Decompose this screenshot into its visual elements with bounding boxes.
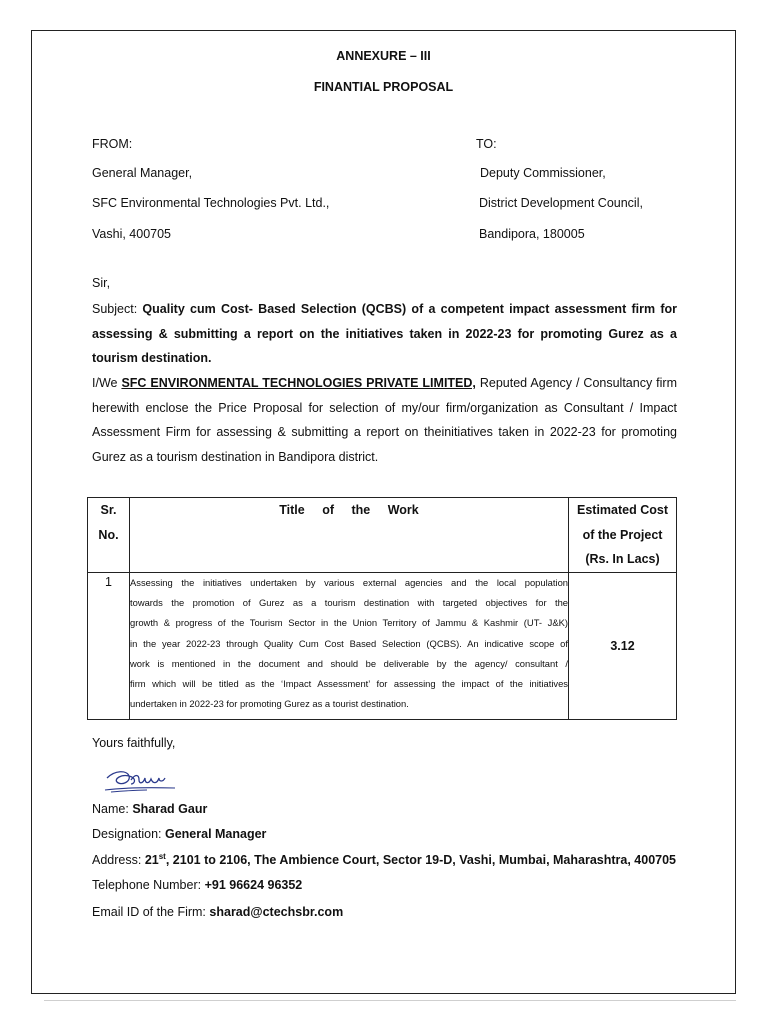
from-line-3: Vashi, 400705 [92, 227, 171, 241]
page-bottom-rule [44, 1000, 736, 1001]
signatory-designation: General Manager [164, 827, 267, 841]
table-header-row [88, 498, 677, 573]
row-cost: 3.12 [569, 573, 677, 720]
company-name: SFC ENVIRONMENTAL TECHNOLOGIES PRIVATE LIMITED, [121, 376, 476, 390]
body-paragraph [92, 371, 677, 469]
designation-line [92, 827, 266, 841]
subject-paragraph [92, 297, 677, 371]
address-label: Address: [92, 853, 142, 867]
subject-text: Quality cum Cost- Based Selection (QCBS) of a competent impact assessment firm for assessing & submitting a report on the initiatives taken in 2022-23 for promoting Gurez as a tourism destination. [92, 302, 677, 365]
signatory-name: Sharad Gaur [132, 802, 208, 816]
email-label: Email ID of the Firm: [92, 905, 206, 919]
designation-label: Designation: [92, 827, 162, 841]
to-line-3: Bandipora, 180005 [479, 227, 585, 241]
annexure-heading: ANNEXURE – III [336, 49, 431, 63]
proposal-table [87, 497, 677, 720]
document-title: FINANTIAL PROPOSAL [313, 80, 454, 94]
address-number: 21 [144, 853, 159, 867]
body-text: Reputed Agency / Consultancy firm herewith enclose the Price Proposal for selection of my/our firm/organization as Consultant / Impact Assessment Firm for assessing & submitting a report on theinitiatives taken in 2022-23 for promoting Gurez as a tourism destination in Bandipora district. [92, 376, 677, 464]
from-line-2: SFC Environmental Technologies Pvt. Ltd., [92, 196, 330, 210]
to-label: TO: [476, 137, 497, 151]
signature-image [101, 760, 181, 800]
from-line-1: General Manager, [92, 166, 193, 180]
title-header: Title of the Work [130, 498, 569, 573]
address-text: , 2101 to 2106, The Ambience Court, Sector 19-D, Vashi, Mumbai, Maharashtra, 400705 [165, 853, 677, 867]
phone-line [92, 878, 302, 892]
name-line [92, 802, 207, 816]
name-label: Name: [92, 802, 129, 816]
phone-number: +91 96624 96352 [204, 878, 303, 892]
from-label: FROM: [92, 137, 133, 151]
table-row [88, 573, 677, 720]
address-line [92, 853, 676, 867]
salutation: Sir, [92, 276, 111, 290]
cost-header: Estimated Cost of the Project (Rs. In Lacs) [569, 498, 677, 573]
body-prefix: I/We [92, 376, 118, 390]
address-suffix: st [158, 851, 166, 861]
sr-no-header: Sr. No. [88, 498, 130, 573]
closing: Yours faithfully, [92, 736, 176, 750]
email-address: sharad@ctechsbr.com [209, 905, 344, 919]
row-description: Assessing the initiatives undertaken by various external agencies and the local population towards the promotion of Gurez as a tourism destination with targeted objectives for the growth & progress of the Tourism Sector in the Union Territory of Jammu & Kashmir (UT- J&K) in the year 2022-23 through Quality Cum Cost Based Selection (QCBS). An indicative scope of work is mentioned in the document and should be deliverable by the agency/ consultant / firm which will be titled as the ‘Impact Assessment’ for assessing the impact of the initiatives undertaken in 2022-23 for promoting Gurez as a tourist destination. [130, 573, 569, 720]
to-line-2: District Development Council, [479, 196, 643, 210]
row-sr: 1 [88, 573, 130, 720]
to-line-1: Deputy Commissioner, [480, 166, 606, 180]
phone-label: Telephone Number: [92, 878, 202, 892]
email-line [92, 905, 343, 919]
subject-label: Subject: [92, 302, 138, 316]
